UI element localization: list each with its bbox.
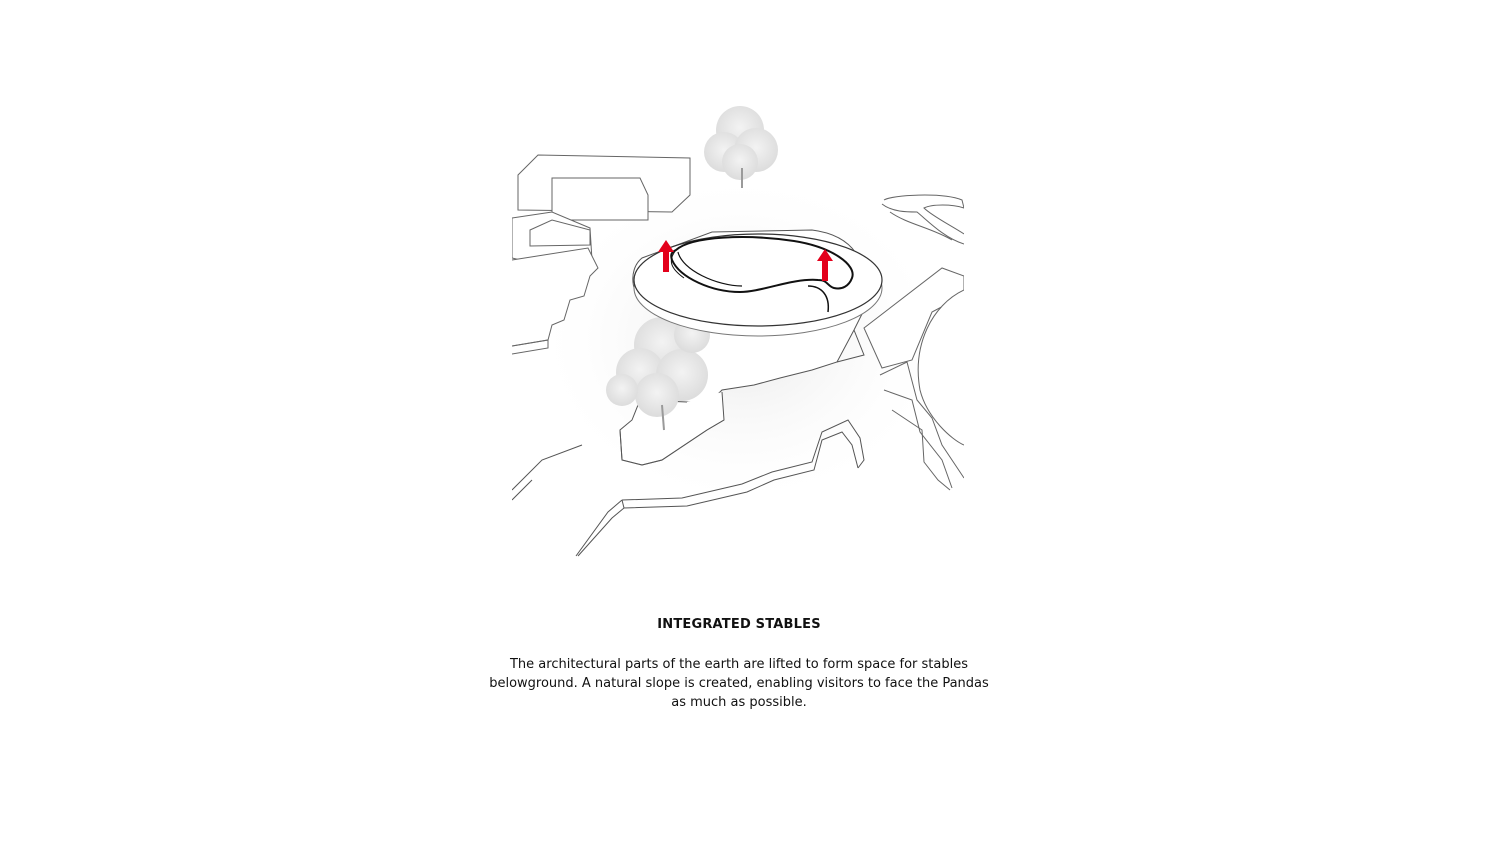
caption-title: INTEGRATED STABLES — [657, 617, 821, 632]
caption-block — [489, 616, 989, 712]
building-back-left — [518, 155, 690, 220]
site-model-diagram — [512, 100, 964, 560]
axonometric-model — [512, 100, 964, 560]
caption-body: The architectural parts of the earth are lifted to form space for stables belowground. A natural slope is created, enabling visitors to face the Pandas as much as possible. — [489, 657, 989, 710]
